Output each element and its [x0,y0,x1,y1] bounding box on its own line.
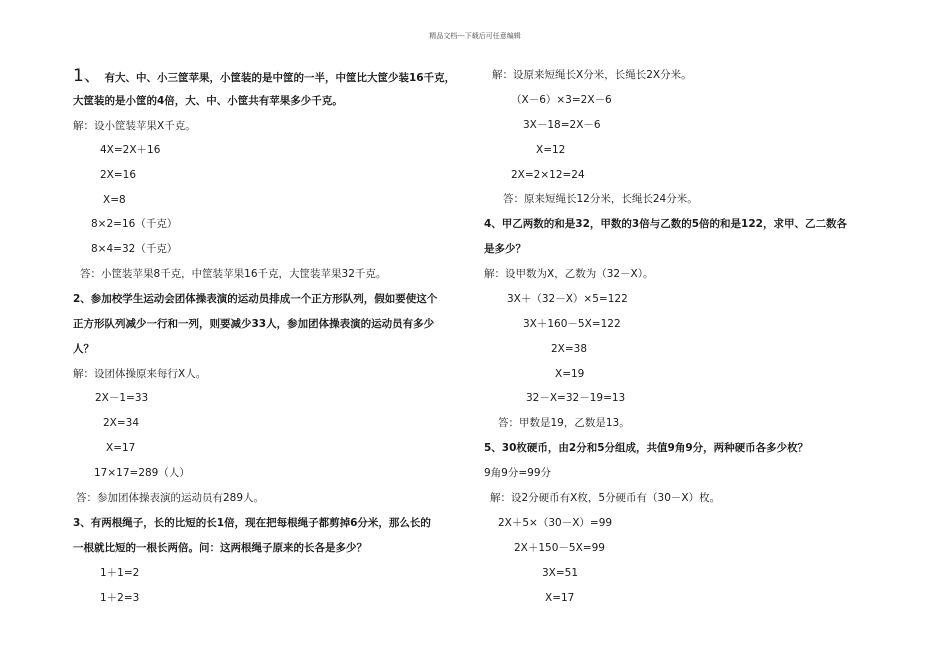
solution-3-eq-4: 2X=2×12=24 [511,169,585,181]
problem-3-line-2: 一根就比短的一根长两倍。问：这两根绳子原来的长各是多少？ [73,542,367,554]
solution-3-eq-2: 3X－18=2X－6 [523,119,601,131]
solution-4-let: 解：设甲数为X，乙数为（32－X）。 [484,268,654,280]
page-header: 精品文档---下载后可任意编辑 [429,32,521,40]
solution-3-eq-1: （X－6）×3=2X－6 [511,94,612,106]
problem-2-line-1: 2、参加校学生运动会团体操表演的运动员排成一个正方形队列，假如要使这个 [73,293,438,305]
solution-5-conversion: 9角9分=99分 [484,467,552,479]
problem-1-line-1 [73,66,456,86]
solution-1-step-5: 8×4=32（千克） [91,243,178,255]
solution-1-let: 解：设小筐装苹果X千克。 [73,120,196,132]
solution-4-eq-2: 3X＋160－5X=122 [523,318,621,330]
solution-4-eq-1: 3X＋（32－X）×5=122 [507,293,628,305]
problem-5-line-1: 5、30枚硬币，由2分和5分组成，共值9角9分，两种硬币各多少枚？ [484,442,809,454]
problem-2-line-2: 正方形队列减少一行和一列，则要减少33人，参加团体操表演的运动员有多少 [73,318,435,330]
problem-4-line-2: 是多少？ [484,243,526,255]
solution-1-step-1: 4X=2X＋16 [100,144,161,156]
solution-2-answer: 答：参加团体操表演的运动员有289人。 [76,492,265,504]
solution-5-let: 解：设2分硬币有X枚，5分硬币有（30－X）枚。 [490,492,721,504]
solution-2-step-1: 2X－1=33 [95,392,149,404]
problem-1-text: 有大、中、小三筐苹果，小筐装的是中筐的一半，中筐比大筐少装16千克， [100,72,456,84]
solution-5-eq-4: X=17 [545,592,575,604]
problem-2-line-3: 人？ [73,343,94,355]
problem-4-line-1: 4、甲乙两数的和是32，甲数的3倍与乙数的5倍的和是122，求甲、乙二数各 [484,218,847,230]
solution-4-eq-5: 32－X=32－19=13 [526,392,626,404]
solution-1-answer: 答：小筐装苹果8千克，中筐装苹果16千克，大筐装苹果32千克。 [80,268,387,280]
solution-4-eq-3: 2X=38 [551,343,588,355]
solution-3-let: 解：设原来短绳长X分米，长绳长2X分米。 [492,69,692,81]
solution-4-eq-4: X=19 [555,368,585,380]
solution-5-eq-3: 3X=51 [542,567,579,579]
problem-1-line-2: 大筐装的是小筐的4倍，大、中、小筐共有苹果多少千克。 [73,95,343,107]
solution-3-answer: 答：原来短绳长12分米，长绳长24分米。 [503,193,698,205]
solution-2-step-2: 2X=34 [103,417,140,429]
solution-5-eq-2: 2X＋150－5X=99 [514,542,605,554]
solution-4-answer: 答：甲数是19，乙数是13。 [498,417,630,429]
solution-2-step-3: X=17 [106,442,136,454]
solution-2-step-4: 17×17=289（人） [94,467,190,479]
solution-3-eq-3: X=12 [536,144,566,156]
solution-1-step-4: 8×2=16（千克） [91,218,178,230]
solution-3-step-1: 1＋1=2 [100,567,140,579]
solution-2-let: 解：设团体操原来每行X人。 [73,368,207,380]
solution-3-step-2: 1＋2=3 [100,592,140,604]
problem-3-line-1: 3、有两根绳子，长的比短的长1倍，现在把每根绳子都剪掉6分米，那么长的 [73,517,431,529]
solution-5-eq-1: 2X＋5×（30－X）=99 [498,517,613,529]
solution-1-step-2: 2X=16 [100,169,137,181]
problem-1-number: 1、 [73,66,101,86]
solution-1-step-3: X=8 [103,194,126,206]
